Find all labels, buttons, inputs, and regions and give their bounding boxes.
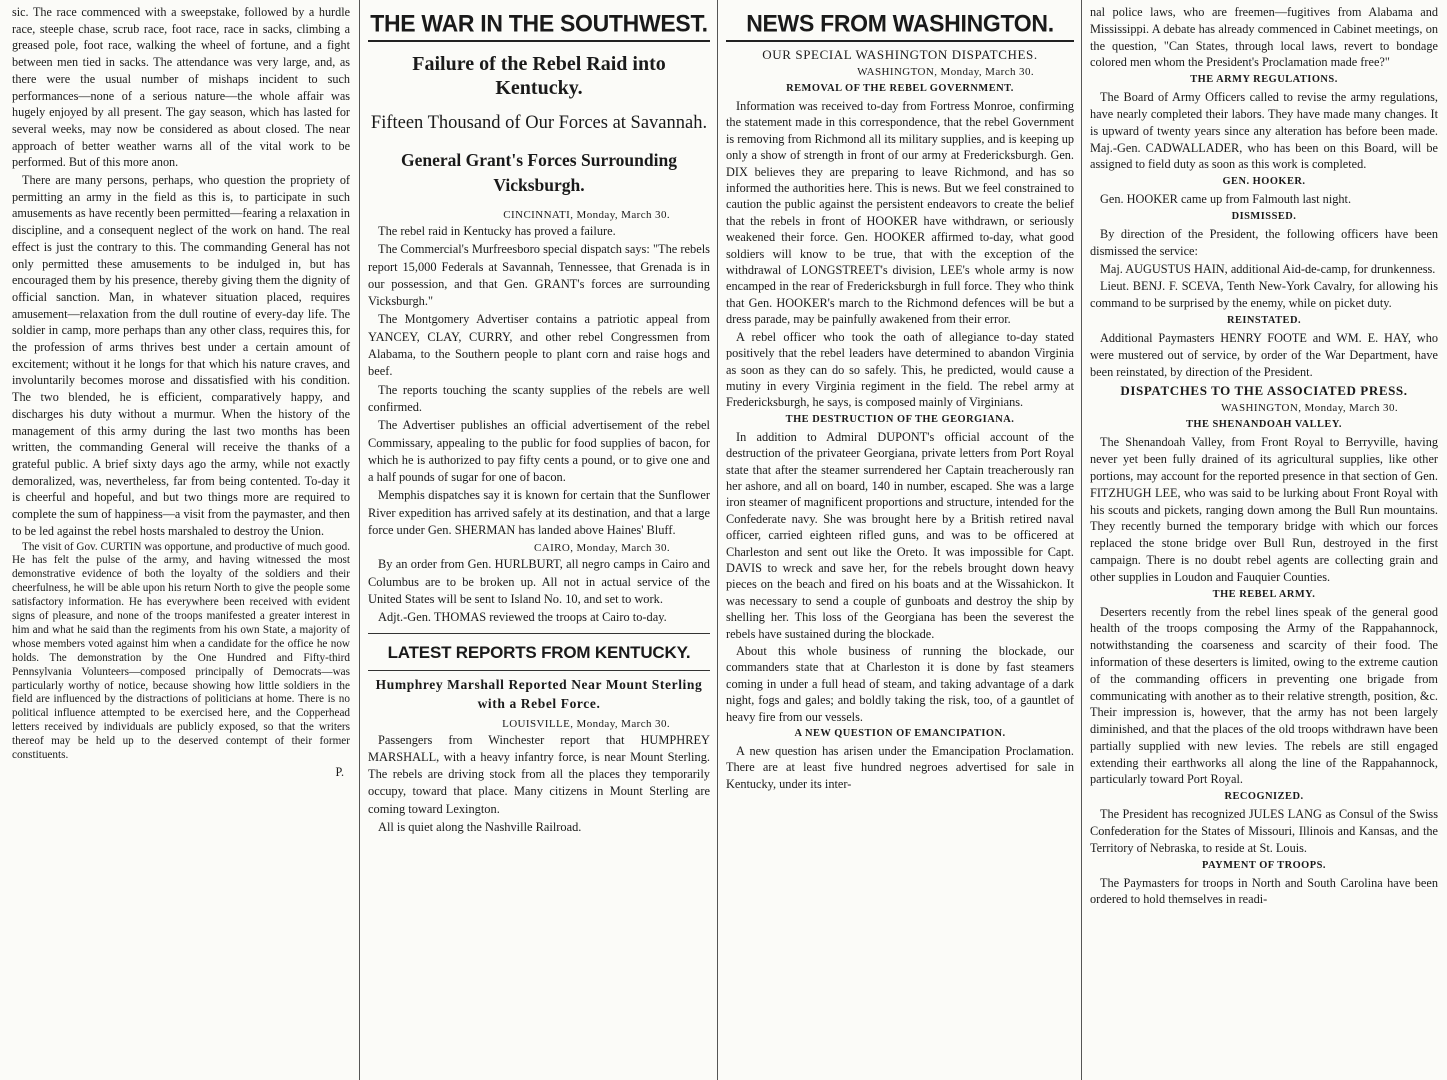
headline-washington: NEWS FROM WASHINGTON. [746, 9, 1054, 37]
divider [368, 633, 710, 634]
article-paragraph: The reports touching the scanty supplies of the rebels are well confirmed. [368, 382, 710, 414]
article-paragraph: Deserters recently from the rebel lines speak of the general good health of the troops composing the Army of the Rappahannock, notwithstanding the coarseness and scarcity of their food. The information of these deserters is limited, owing to the extreme caution of the commanding officers in preventing one brigade from communicating with another as to their relative strength, position, &c. Their impression is, however, that the army has not been largely diminished, and that the places of the old troops withdrawn have been partially supplied with new levies. The rebels are still engaged extending their earthworks all along the line of the Rappahannock, particularly toward Port Royal. [1090, 604, 1438, 787]
section-heading: THE REBEL ARMY. [1212, 588, 1316, 600]
section-heading: THE SHENANDOAH VALLEY. [1185, 419, 1343, 431]
article-paragraph: The Montgomery Advertiser contains a patriotic appeal from YANCEY, CLAY, CURRY, and other rebel Congressmen from Alabama, to the Southern people to plant corn and raise hogs and beef. [368, 312, 710, 379]
section-heading: RECOGNIZED. [1224, 791, 1304, 803]
column-rule [717, 0, 718, 1080]
column-4 [1084, 0, 1444, 1080]
article-paragraph: The visit of Gov. CURTIN was opportune, and productive of much good. He has felt the pulse of the army, and having witnessed the most demonstrative evidence of both the loyalty of the soldiers and their cheerfulness, he will be able upon his return North to give the people some satisfactory information. He has everywhere been received with evident signs of pleasure, and none of the troops manifested a greater interest in him and what he said than the regiments from his own State, a majority of whose members voted against him when a candidate for the office he now holds. The demonstration by the One Hundred and Fifty-third Pennsylvania Volunteers—composed principally of Democrats—was particularly worthy of notice, because showing how little soldiers in the field are influenced by the distractions of politicians at home. There is no political influence attempted to be exercised here, and the Copperhead letters received by individuals are publicly exposed, so that the writers thereof may be held up to the deserved contempt of their former constituents. [12, 540, 350, 762]
article-paragraph: sic. The race commenced with a sweepstake, followed by a hurdle race, steeple chase, scrub race, foot race, race in sacks, climbing a greased pole, foot race, walking the wheel of fortune, and a fight between men tied in sacks. The attendance was very large, and, as there were the usual number of mishaps incident to such performances—none of a serious nature—the whole affair was hugely enjoyed by all present. The gay season, which has lasted for several weeks, may now be considered as about closed. The near approach of better weather warns all of the vital work to be performed. But of this more anon. [12, 5, 350, 170]
signature: P. [335, 765, 344, 779]
divider [368, 670, 710, 671]
article-paragraph: By direction of the President, the following officers have been dismissed the service: [1090, 226, 1438, 258]
dateline-cairo: CAIRO, Monday, March 30. [534, 542, 670, 555]
article-paragraph: In addition to Admiral DUPONT's official account of the destruction of the privateer Georgiana, private letters from Port Royal state that after the steamer surrendered her Captain treacherously ran her ashore, and all on board, 140 in number, escaped. She was a large iron steamer of magnificent proportions and structure, intended for the Confederate navy. She was brought here by a British retired naval officer, carried eighteen rifled guns, and was to be officered at Charleston and sent out like the Oreto. It was impossible for Capt. DAVIS to wreck and save her, for the rebels brought down heavy pieces on the beach and fired on his boats and at the Wissahickon. It was necessary to send a couple of gunboats and destroy the ship by shelling her. This loss of the Georgiana has been the severest the rebels have sustained during the blockade. [726, 429, 1074, 641]
article-paragraph: The Shenandoah Valley, from Front Royal to Berryville, having never yet been fully drained of its agricultural supplies, like other portions, may account for the reported presence in that section of Gen. FITZHUGH LEE, who was said to be lurking about Front Royal with his scouts and pickets, ranging down among the Bull Run mountains. They recently burned the temporary bridge with which our forces replaced the stone bridge over Bull Run, destroyed in the first campaign. There is no doubt rebel agents are collecting grain and other supplies in Loudon and Fauquier Counties. [1090, 435, 1438, 584]
deck-rebel-raid: Failure of the Rebel Raid into Kentucky. [412, 53, 666, 99]
column-2 [362, 0, 716, 1080]
section-heading: DISMISSED. [1231, 210, 1297, 222]
section-heading: A NEW QUESTION OF EMANCIPATION. [794, 728, 1006, 740]
section-heading: THE ARMY REGULATIONS. [1190, 74, 1338, 86]
article-paragraph: Memphis dispatches say it is known for certain that the Sunflower River expedition has arrived safely at its destination, and that a large force under Gen. SHERMAN has landed above Haines' Bluff. [368, 488, 710, 538]
article-paragraph: About this whole business of running the blockade, our commanders state that at Charleston it is done by fast steamers coming in under a full head of steam, and taking advantage of a dark night, fogs and gales; and boldly taking the risk, too, of a gauntlet of heavy fire from our vessels. [726, 644, 1074, 724]
column-1 [6, 0, 356, 1080]
dateline-louisville: LOUISVILLE, Monday, March 30. [502, 717, 670, 730]
column-rule [359, 0, 360, 1080]
divider [368, 40, 710, 42]
article-paragraph: The Board of Army Officers called to revise the army regulations, have nearly completed their labors. They have made many changes. It is upward of twenty years since any alteration has before been made. Maj.-Gen. CADWALLADER, who has been on this Board, will be assigned to field duty as soon as this work is completed. [1090, 90, 1438, 172]
article-paragraph: Additional Paymasters HENRY FOOTE and WM. E. HAY, who were mustered out of service, by order of the War Department, have been reinstated, by direction of the President. [1090, 330, 1438, 379]
subhead-special-dispatches: OUR SPECIAL WASHINGTON DISPATCHES. [762, 47, 1038, 62]
deck-vicksburgh: General Grant's Forces Surrounding Vicksburgh. [401, 150, 677, 195]
article-paragraph: The rebel raid in Kentucky has proved a failure. [378, 224, 616, 238]
article-paragraph: The Advertiser publishes an official advertisement of the rebel Commissary, appealing to the public for food supplies of bacon, for which he is authorized to pay fifty cents a pound, or to give one and a half pounds of sugar for one of bacon. [368, 418, 710, 485]
article-paragraph: The President has recognized JULES LANG as Consul of the Swiss Confederation for the States of Missouri, Illinois and Kansas, and the Territory of Nebraska, to reside at St. Louis. [1090, 807, 1438, 855]
article-paragraph: Lieut. BENJ. F. SCEVA, Tenth New-York Cavalry, for allowing his command to be surprised by the enemy, while on picket duty. [1090, 279, 1438, 311]
article-paragraph: There are many persons, perhaps, who question the propriety of permitting an army in the field as this is, to participate in such amusements as have recently been permitted—fearing a relaxation in discipline, and a consequent neglect of the work on hand. The real effect is just the contrary to this. The commanding General has not only permitted these amusements to be indulged in, but has encouraged them by his presence, thereby giving them the dignity of official sanction. Man, in whatever situation placed, requires amusement—relaxation from the dull routine of every-day life. The soldier in camp, more perhaps than any other class, requires this, for the profession of arms thrives best under a certain amount of excitement; without it he longs for that which his nature craves, and involuntarily becomes morose and dissatisfied with his condition. The two blended, he is efficient, comparatively happy, and discharges his duty without a murmur. When the history of the management of this army during the last two months has been written, the commanding General will receive the thanks of a grateful public. A brief sixty days ago the army, while not exactly demoralized, was, nevertheless, far from being contented. To-day it is cheerful and hopeful, and but two things more are required to complete the sum of happiness—a visit from the paymaster, and then to be led against the rebel hosts marshaled to destroy the Union. [12, 173, 350, 538]
column-3 [720, 0, 1080, 1080]
article-paragraph: Information was received to-day from Fortress Monroe, confirming the statement made in this correspondence, that the rebel Government is removing from Richmond all its military supplies, and is keeping up only a show of strength in front of our army at Fredericksburgh. Gen. DIX believes they are preparing to leave Richmond, and has so informed the authorities here. This is news. But we feel constrained to caution the public against the persistent endeavors to create the belief that the rebels in front of HOOKER have withdrawn, or seriously weakened their force. Gen. HOOKER affirmed to-day, what good soldiers will know to be true, that with the exception of the withdrawal of LONGSTREET's division, LEE's whole army is now encamped in the rear of Fredericksburgh in full force. They who think that Gen. HOOKER's march to the Richmond defences will be but a dress parade, may be painfully awakened from their error. [726, 99, 1074, 327]
article-paragraph: Gen. HOOKER came up from Falmouth last night. [1100, 192, 1352, 207]
article-paragraph: A rebel officer who took the oath of allegiance to-day stated positively that the rebel leaders have determined to abandon Virginia as soon as they can do so safely. This, he predicted, would cause a mutiny in every Virginia regiment in the field. The rebel army at Fredericksburgh, he says, is composed mainly of Virginians. [726, 329, 1074, 410]
article-paragraph: Passengers from Winchester report that HUMPHREY MARSHALL, with a heavy infantry force, is near Mount Sterling. The rebels are driving stock from all the places they temporarily occupy, toward that place. Many citizens in Mount Sterling are coming toward Lexington. [368, 732, 710, 816]
section-heading: PAYMENT OF TROOPS. [1202, 859, 1326, 871]
dateline-washington: WASHINGTON, Monday, March 30. [857, 66, 1034, 78]
divider [726, 40, 1074, 42]
headline-war-southwest: THE WAR IN THE SOUTHWEST. [370, 9, 708, 37]
column-rule [1081, 0, 1082, 1080]
article-paragraph: Maj. AUGUSTUS HAIN, additional Aid-de-camp, for drunkenness. [1100, 261, 1436, 276]
article-paragraph: All is quiet along the Nashville Railroad. [378, 820, 582, 835]
section-heading: THE DESTRUCTION OF THE GEORGIANA. [785, 413, 1015, 425]
dateline-washington-ap: WASHINGTON, Monday, March 30. [1221, 402, 1398, 415]
article-paragraph: Adjt.-Gen. THOMAS reviewed the troops at Cairo to-day. [378, 610, 667, 625]
headline-kentucky: LATEST REPORTS FROM KENTUCKY. [387, 642, 691, 662]
article-paragraph: The Commercial's Murfreesboro special dispatch says: "The rebels report 15,000 Federals at Savannah, Tennessee, that Grenada is in our possession, and that Gen. GRANT's forces are surrounding Vicksburgh." [368, 242, 710, 309]
deck-savannah: Fifteen Thousand of Our Forces at Savannah. [370, 113, 708, 133]
section-heading: REMOVAL OF THE REBEL GOVERNMENT. [786, 83, 1014, 94]
section-heading: GEN. HOOKER. [1222, 176, 1306, 188]
headline-associated-press: DISPATCHES TO THE ASSOCIATED PRESS. [1120, 383, 1408, 399]
section-heading: REINSTATED. [1226, 314, 1302, 326]
article-paragraph: nal police laws, who are freemen—fugitives from Alabama and Mississippi. A debate has already commenced in Cabinet meetings, on the question, "Can States, through local laws, revert to bondage colored men whom the President's Proclamation made free?" [1090, 5, 1438, 70]
article-paragraph: A new question has arisen under the Emancipation Proclamation. There are at least five hundred negroes advertised for sale in Kentucky, under its inter- [726, 744, 1074, 791]
dateline-cincinnati: CINCINNATI, Monday, March 30. [503, 209, 670, 221]
article-paragraph: The Paymasters for troops in North and South Carolina have been ordered to hold themselves in readi- [1090, 875, 1438, 907]
deck-humphrey-marshall: Humphrey Marshall Reported Near Mount Sterling with a Rebel Force. [375, 676, 703, 711]
article-paragraph: By an order from Gen. HURLBURT, all negro camps in Cairo and Columbus are to be broken up. All not in actual service of the United States will be sent to Island No. 10, and set to work. [368, 557, 710, 606]
